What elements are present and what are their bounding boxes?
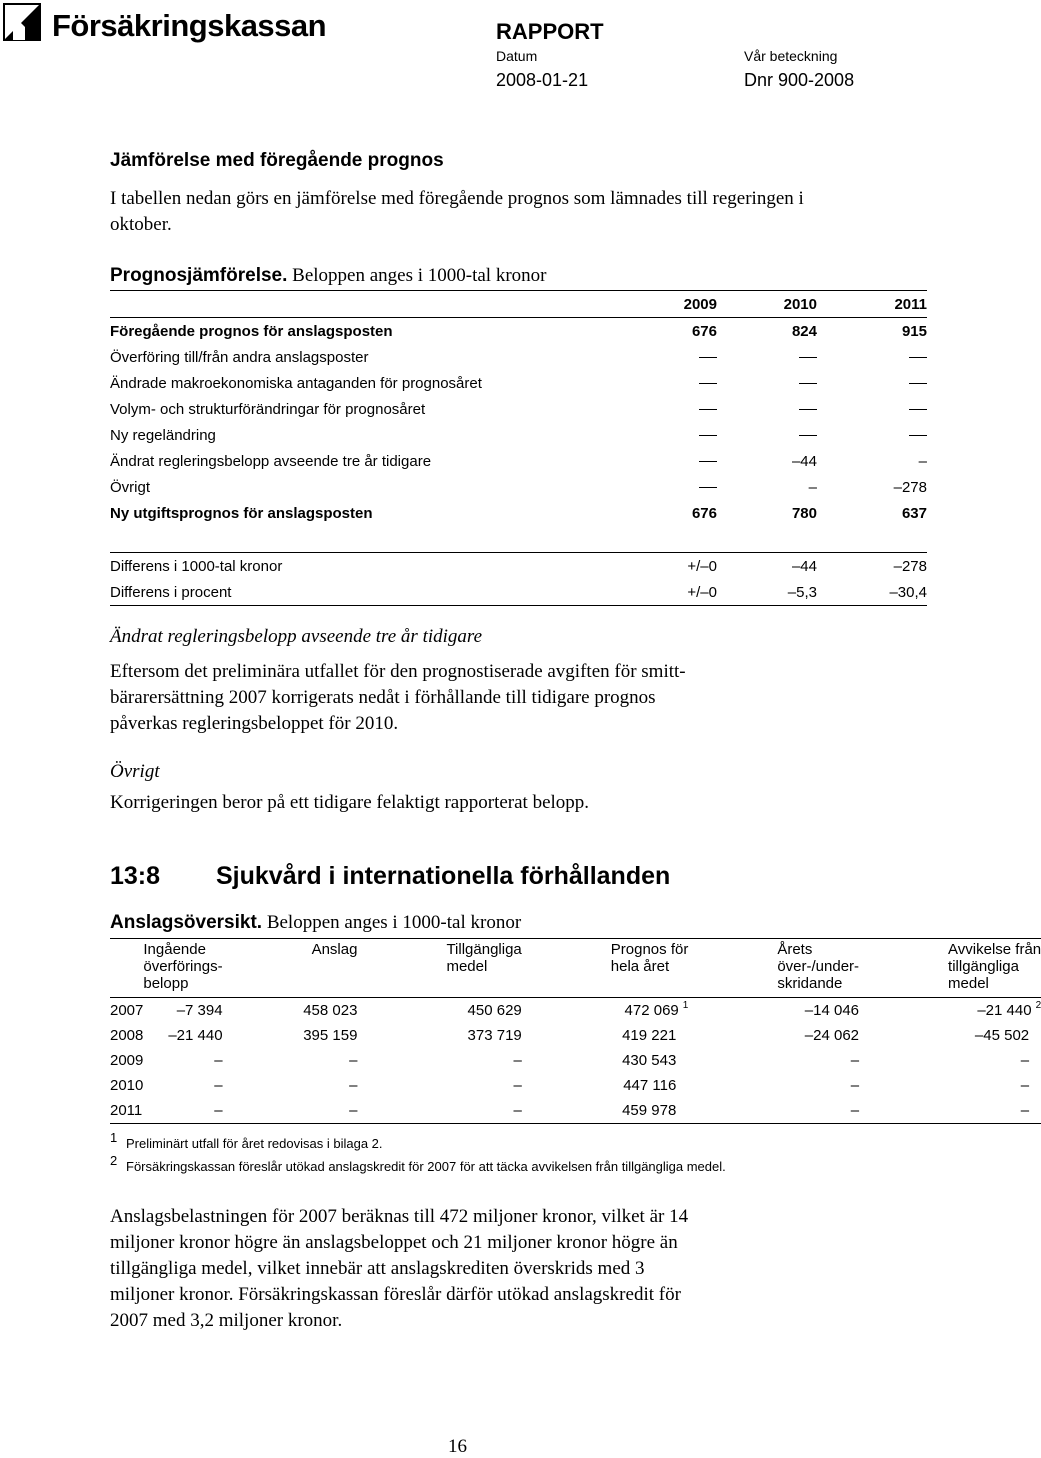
year-cell: 2007 (110, 998, 143, 1024)
table-row (110, 1098, 1041, 1124)
dash-mark (909, 409, 927, 410)
table-cell: – (918, 452, 927, 470)
table-row (110, 998, 1041, 1024)
table-cell: – (143, 1098, 222, 1124)
table-cell: – (808, 478, 817, 496)
year-cell: 2011 (110, 1098, 143, 1124)
dash-mark (799, 357, 817, 358)
footnote-text: Preliminärt utfall för året redovisas i bilaga 2. (126, 1136, 383, 1151)
table-cell: +/–0 (617, 553, 717, 580)
paragraph-line: tillgängliga medel, vilket innebär att anslagskrediten överskrids med 3 (110, 1258, 645, 1279)
table-caption-title: Prognosjämförelse. (110, 265, 288, 286)
row-label: Ny regeländring (110, 426, 216, 444)
paragraph-line: 2007 med 3,2 miljoner kronor. (110, 1310, 343, 1331)
dash-mark (699, 409, 717, 410)
paragraph-line: miljoner kronor. Försäkringskassan föreslår därför utökad anslagskredit för (110, 1284, 681, 1305)
table-cell: – (513, 1077, 522, 1094)
row-label: Ändrade makroekonomiska antaganden för prognosåret (110, 374, 482, 392)
table-cell (617, 474, 717, 500)
table-caption-title: Anslagsöversikt. (110, 912, 263, 933)
table-cell: 459 978 (522, 1098, 689, 1124)
table-row (110, 344, 927, 370)
column-header: Tillgängliga medel (357, 939, 521, 998)
table-row (110, 1048, 1041, 1073)
footnote-text: Försäkringskassan föreslår utökad anslagskredit för 2007 för att täcka avvikelsen från tillgängliga medel. (126, 1159, 726, 1174)
reference-value: Dnr 900-2008 (744, 70, 855, 90)
appropriation-overview-table (110, 938, 1041, 1124)
table-caption (110, 265, 546, 287)
table-cell: –24 062 (804, 1027, 860, 1044)
table-cell: 472 069 $^1$ (522, 998, 689, 1024)
table-cell: 373 719 (467, 1027, 522, 1044)
subsection-heading: Ändrat regleringsbelopp avseende tre år tidigare (110, 626, 483, 647)
table-cell: – (357, 1098, 521, 1124)
table-row (110, 474, 927, 500)
table-cell (817, 396, 927, 422)
dash-mark (699, 487, 717, 488)
table-cell: 824 (717, 318, 817, 345)
brand-logo-icon (3, 3, 41, 41)
row-label: Ändrat regleringsbelopp avseende tre år tidigare (110, 452, 432, 470)
table-row (110, 553, 927, 580)
table-cell: –7 394 (143, 998, 222, 1024)
table-cell: 915 (817, 318, 927, 345)
row-label: Övrigt (110, 478, 151, 496)
table-cell: –5,3 (717, 579, 817, 606)
dash-mark (699, 357, 717, 358)
table-cell: – (1020, 1052, 1030, 1069)
table-cell (717, 344, 817, 370)
page-number: 16 (448, 1436, 467, 1457)
column-header: Avvikelse från tillgängliga medel (859, 939, 1041, 998)
paragraph-line: bärarersättning 2007 korrigerats nedåt i förhållande till tidigare prognos (110, 687, 656, 708)
table-cell (617, 370, 717, 396)
table-cell (817, 370, 927, 396)
table-row (110, 422, 927, 448)
table-cell (817, 422, 927, 448)
reference-label: Vår beteckning (744, 48, 838, 64)
footnote-ref: 2 (1035, 1000, 1041, 1011)
paragraph-line: Eftersom det preliminära utfallet för den prognostiserade avgiften för smitt- (110, 661, 686, 682)
paragraph-line: miljoner kronor högre än anslagsbeloppet och 21 miljoner kronor högre än (110, 1232, 678, 1253)
table-cell: – (223, 1098, 358, 1124)
table-cell: 637 (901, 504, 927, 522)
table-cell (617, 448, 717, 474)
table-caption (110, 912, 521, 934)
row-label: Volym- och strukturförändringar för prognosåret (110, 400, 426, 418)
table-cell: +/–0 (617, 579, 717, 606)
forecast-comparison-table (110, 290, 927, 606)
table-cell: –45 502 (974, 1027, 1030, 1044)
table-caption-text: Beloppen anges i 1000-tal kronor (262, 912, 522, 933)
table-row (110, 318, 927, 345)
column-header: Ingående överförings- belopp (143, 939, 222, 998)
table-cell: –44 (717, 553, 817, 580)
dash-mark (799, 435, 817, 436)
table-cell: 676 (691, 504, 717, 522)
table-cell: 395 159 (303, 1027, 358, 1044)
table-cell (617, 422, 717, 448)
document-type: RAPPORT (496, 19, 604, 44)
table-cell: 447 116 (623, 1077, 677, 1094)
brand-name: Försäkringskassan (52, 8, 327, 43)
table-cell: –14 046 (688, 998, 859, 1024)
table-header-row (110, 291, 927, 318)
column-header: Prognos för hela året (522, 939, 689, 998)
table-row (110, 448, 927, 474)
footnote-number: 2 (110, 1153, 118, 1168)
table-row-total (110, 500, 927, 526)
table-cell: – (1020, 1077, 1030, 1094)
paragraph-line: Anslagsbelastningen för 2007 beräknas till 472 miljoner kronor, vilket är 14 (110, 1206, 689, 1227)
table-cell: – (349, 1077, 358, 1094)
table-row (110, 370, 927, 396)
table-cell: 676 (617, 318, 717, 345)
table-cell: – (214, 1052, 223, 1069)
row-label: Föregående prognos för anslagsposten (110, 318, 617, 345)
table-header-row (110, 939, 1041, 998)
table-cell: 430 543 (622, 1052, 677, 1069)
footnote-number: 1 (110, 1130, 118, 1145)
paragraph: Korrigeringen beror på ett tidigare felaktigt rapporterat belopp. (110, 792, 590, 813)
dash-mark (909, 435, 927, 436)
row-label: Ny utgiftsprognos för anslagsposten (110, 504, 373, 522)
table-cell: –278 (817, 553, 927, 580)
year-cell: 2010 (110, 1077, 144, 1094)
table-cell: – (859, 1098, 1041, 1124)
table-cell: – (688, 1098, 859, 1124)
table-cell (817, 344, 927, 370)
table-row (110, 1073, 1041, 1098)
row-label: Överföring till/från andra anslagsposter (110, 348, 369, 366)
table-row (110, 579, 927, 606)
dash-mark (699, 461, 717, 462)
dash-mark (909, 383, 927, 384)
table-cell: 458 023 (223, 998, 358, 1024)
column-header: Årets över-/under- skridande (688, 939, 859, 998)
year-cell: 2008 (110, 1027, 144, 1044)
year-cell: 2009 (110, 1052, 144, 1069)
dash-mark (799, 409, 817, 410)
paragraph-line: påverkas regleringsbeloppet för 2010. (110, 713, 399, 734)
table-cell: –21 440 (168, 1027, 223, 1044)
table-cell: –30,4 (817, 579, 927, 606)
date-value: 2008-01-21 (496, 70, 589, 90)
year-header: 2011 (817, 291, 927, 318)
section-number: 13:8 (110, 862, 161, 890)
table-cell: –21 440 $^2$ (859, 998, 1041, 1024)
table-row (110, 396, 927, 422)
dash-mark (909, 357, 927, 358)
table-caption-text: Beloppen anges i 1000-tal kronor (287, 265, 547, 286)
table-cell: –44 (791, 452, 817, 470)
table-cell: – (513, 1052, 522, 1069)
table-row (110, 1023, 1041, 1048)
date-label: Datum (496, 48, 538, 64)
table-cell: – (349, 1052, 358, 1069)
dash-mark (699, 383, 717, 384)
table-cell: 780 (791, 504, 817, 522)
year-header: 2010 (717, 291, 817, 318)
intro-paragraph: I tabellen nedan görs en jämförelse med föregående prognos som lämnades till regeringen i oktober. (110, 188, 804, 235)
table-cell: 419 221 (622, 1027, 677, 1044)
footnote-ref: 1 (682, 1000, 689, 1011)
table-cell: –278 (893, 478, 927, 496)
table-cell: – (850, 1077, 860, 1094)
dash-mark (799, 383, 817, 384)
section-title: Sjukvård i internationella förhållanden (216, 862, 671, 890)
dash-mark (699, 435, 717, 436)
row-label: Differens i procent (110, 579, 617, 606)
table-cell (717, 422, 817, 448)
section-heading: Jämförelse med föregående prognos (110, 150, 444, 171)
year-header: 2009 (617, 291, 717, 318)
column-header: Anslag (223, 939, 358, 998)
table-cell: – (850, 1052, 860, 1069)
subsection-heading: Övrigt (110, 761, 160, 782)
table-cell: – (214, 1077, 223, 1094)
table-cell (717, 396, 817, 422)
table-cell (617, 344, 717, 370)
table-cell (717, 370, 817, 396)
table-cell (617, 396, 717, 422)
table-cell: 450 629 (357, 998, 521, 1024)
row-label: Differens i 1000-tal kronor (110, 553, 617, 580)
